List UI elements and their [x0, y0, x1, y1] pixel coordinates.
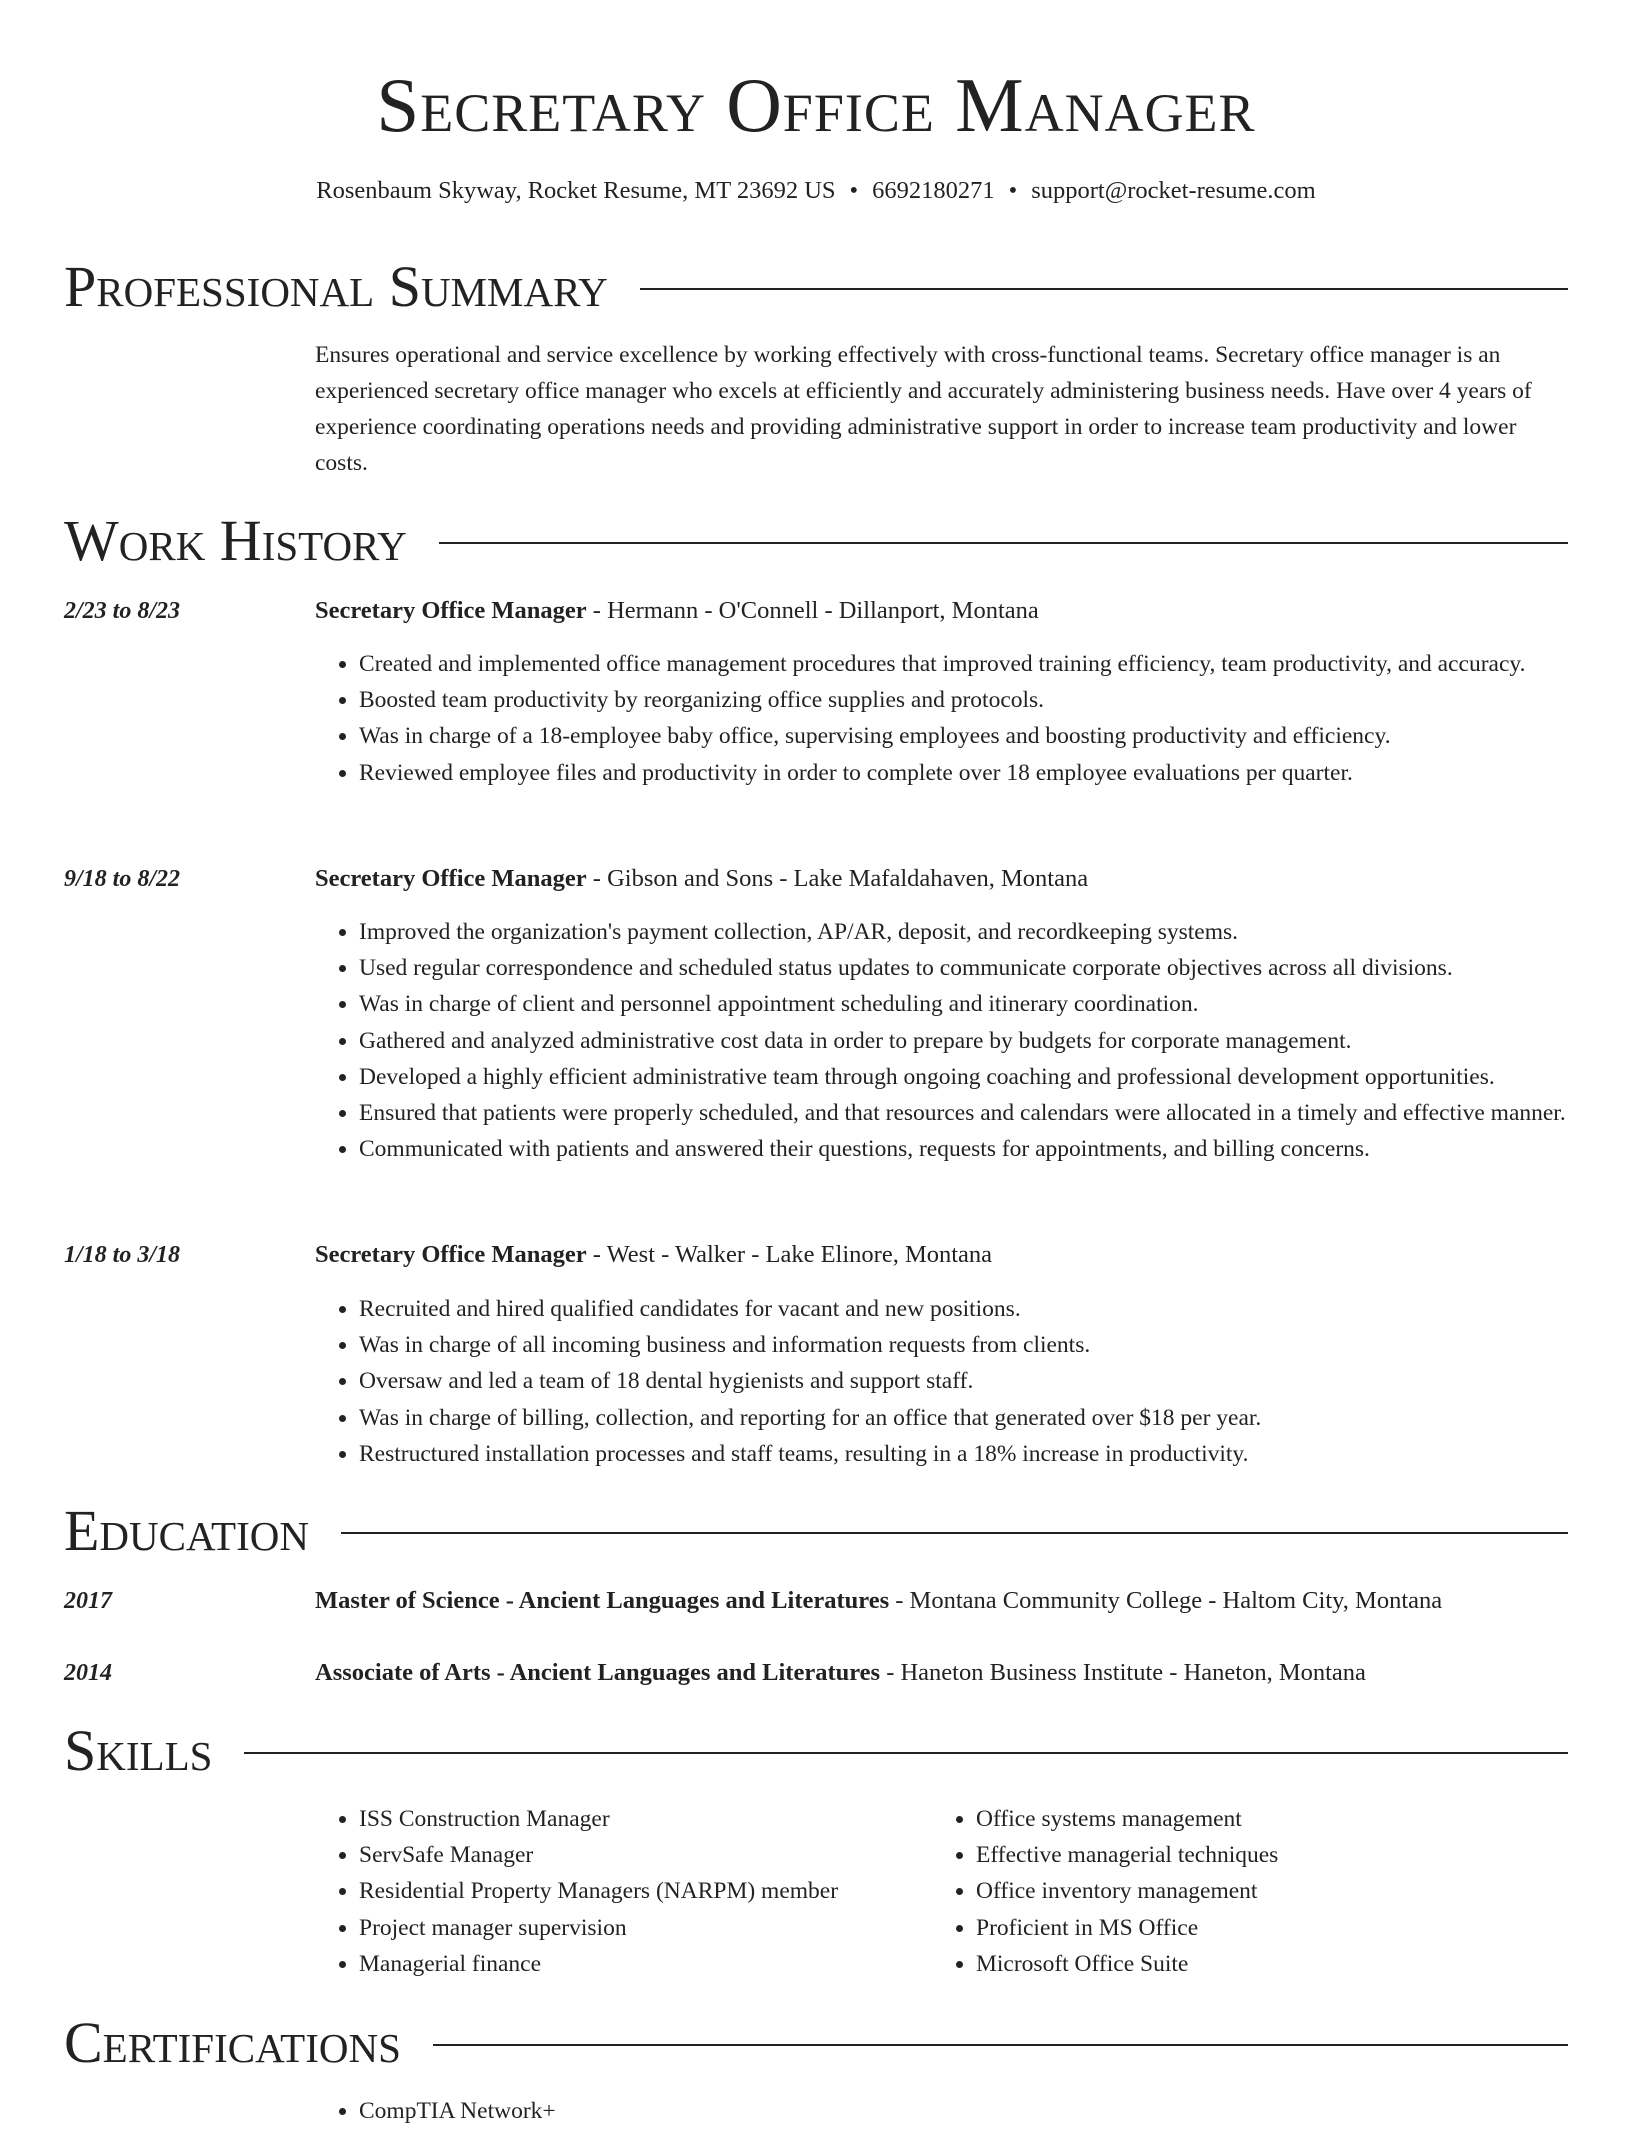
job-bullets — [315, 914, 1568, 1167]
list-item: • Used regular correspondence and scheduled status updates to communicate corporate objectives across all divisions. — [359, 950, 1568, 986]
skill-item: • Microsoft Office Suite — [976, 1946, 1568, 1982]
job-title: Secretary Office Manager — [315, 1241, 587, 1268]
education-school: - Montana Community College - Haltom City, Montana — [889, 1587, 1443, 1614]
section-title-summary: Professional Summary — [64, 254, 608, 319]
section-title-education: Education — [64, 1498, 309, 1563]
list-item: • Was in charge of client and personnel appointment scheduling and itinerary coordination. — [359, 986, 1568, 1022]
list-item: • Improved the organization's payment collection, AP/AR, deposit, and recordkeeping systems. — [359, 914, 1568, 950]
list-item: • Gathered and analyzed administrative cost data in order to prepare by budgets for corporate management. — [359, 1023, 1568, 1059]
education-degree: Master of Science - Ancient Languages and Literatures — [315, 1587, 890, 1614]
skill-item: • Residential Property Managers (NARPM) member — [359, 1873, 915, 1909]
list-item: • Was in charge of a 18-employee baby office, supervising employees and boosting productivity and efficiency. — [359, 718, 1568, 754]
section-divider — [433, 2044, 1568, 2046]
summary-text: Ensures operational and service excellence by working effectively with cross-functional teams. Secretary office manager is an experienced secretary office manager who excels at efficiently and accurately administering business needs. Have over 4 years of experience coordinating operations needs and providing administrative support in order to increase team productivity and lower costs. — [315, 342, 1532, 476]
skill-item: • Managerial finance — [359, 1946, 915, 1982]
list-item: • Oversaw and led a team of 18 dental hygienists and support staff. — [359, 1363, 1568, 1399]
job-title: Secretary Office Manager — [315, 865, 587, 892]
education-line — [315, 1655, 1568, 1691]
section-header-summary — [64, 254, 1568, 320]
job-bullets — [315, 646, 1568, 791]
section-title-work-history: Work History — [64, 508, 407, 573]
section-header-skills — [64, 1718, 1568, 1784]
education-year: 2017 — [64, 1588, 112, 1614]
job-employer: - Gibson and Sons - Lake Mafaldahaven, Montana — [586, 865, 1089, 892]
education-degree: Associate of Arts - Ancient Languages and Literatures — [315, 1659, 881, 1686]
skill-item: • ServSafe Manager — [359, 1837, 915, 1873]
phone-number: 6692180271 — [872, 177, 995, 204]
list-item: • Was in charge of all incoming business and information requests from clients. — [359, 1327, 1568, 1363]
list-item: • Boosted team productivity by reorganizing office supplies and protocols. — [359, 682, 1568, 718]
job-dates: 2/23 to 8/23 — [64, 598, 181, 624]
job-title: Secretary Office Manager — [315, 597, 587, 624]
education-school: - Haneton Business Institute - Haneton, Montana — [880, 1659, 1366, 1686]
job-dates: 1/18 to 3/18 — [64, 1242, 181, 1268]
section-header-work-history — [64, 508, 1568, 574]
skill-item: • Office inventory management — [976, 1873, 1568, 1909]
job-dates: 9/18 to 8/22 — [64, 866, 181, 892]
job-title-line — [315, 1237, 1568, 1273]
certifications-list — [315, 2093, 1568, 2129]
section-divider — [341, 1532, 1568, 1534]
skills-list-left — [315, 1801, 915, 1982]
job-bullets — [315, 1291, 1568, 1472]
list-item: • Communicated with patients and answered their questions, requests for appointments, and billing concerns. — [359, 1131, 1568, 1167]
resume-name: Secretary Office Manager — [376, 62, 1256, 148]
job-title-line — [315, 861, 1568, 897]
section-title-certifications: Certifications — [64, 2010, 401, 2075]
certification-item: • CompTIA Network+ — [359, 2093, 1568, 2129]
education-year: 2014 — [64, 1660, 112, 1686]
skills-list-right — [932, 1801, 1568, 1982]
education-line — [315, 1583, 1568, 1619]
list-item: • Recruited and hired qualified candidates for vacant and new positions. — [359, 1291, 1568, 1327]
skill-item: • Project manager supervision — [359, 1910, 915, 1946]
separator-dot: • — [1008, 177, 1018, 204]
skill-item: • Proficient in MS Office — [976, 1910, 1568, 1946]
list-item: • Created and implemented office management procedures that improved training efficiency, team productivity, and accuracy. — [359, 646, 1568, 682]
skill-item: • ISS Construction Manager — [359, 1801, 915, 1837]
skill-item: • Office systems management — [976, 1801, 1568, 1837]
job-employer: - Hermann - O'Connell - Dillanport, Montana — [586, 597, 1039, 624]
job-employer: - West - Walker - Lake Elinore, Montana — [586, 1241, 993, 1268]
separator-dot: • — [849, 177, 859, 204]
list-item: • Developed a highly efficient administrative team through ongoing coaching and professional development opportunities. — [359, 1059, 1568, 1095]
list-item: • Reviewed employee files and productivity in order to complete over 18 employee evaluations per quarter. — [359, 755, 1568, 791]
contact-line — [0, 174, 1632, 208]
section-header-education — [64, 1498, 1568, 1564]
section-header-certifications — [64, 2010, 1568, 2076]
section-divider — [439, 542, 1568, 544]
section-title-skills: Skills — [64, 1718, 213, 1783]
skill-item: • Effective managerial techniques — [976, 1837, 1568, 1873]
list-item: • Was in charge of billing, collection, and reporting for an office that generated over $18 per year. — [359, 1400, 1568, 1436]
list-item: • Restructured installation processes and staff teams, resulting in a 18% increase in productivity. — [359, 1436, 1568, 1472]
section-divider — [640, 288, 1568, 290]
list-item: • Ensured that patients were properly scheduled, and that resources and calendars were allocated in a timely and effective manner. — [359, 1095, 1568, 1131]
email-address: support@rocket-resume.com — [1031, 177, 1316, 204]
address: Rosenbaum Skyway, Rocket Resume, MT 23692 US — [316, 177, 836, 204]
job-title-line — [315, 593, 1568, 629]
section-divider — [244, 1752, 1568, 1754]
